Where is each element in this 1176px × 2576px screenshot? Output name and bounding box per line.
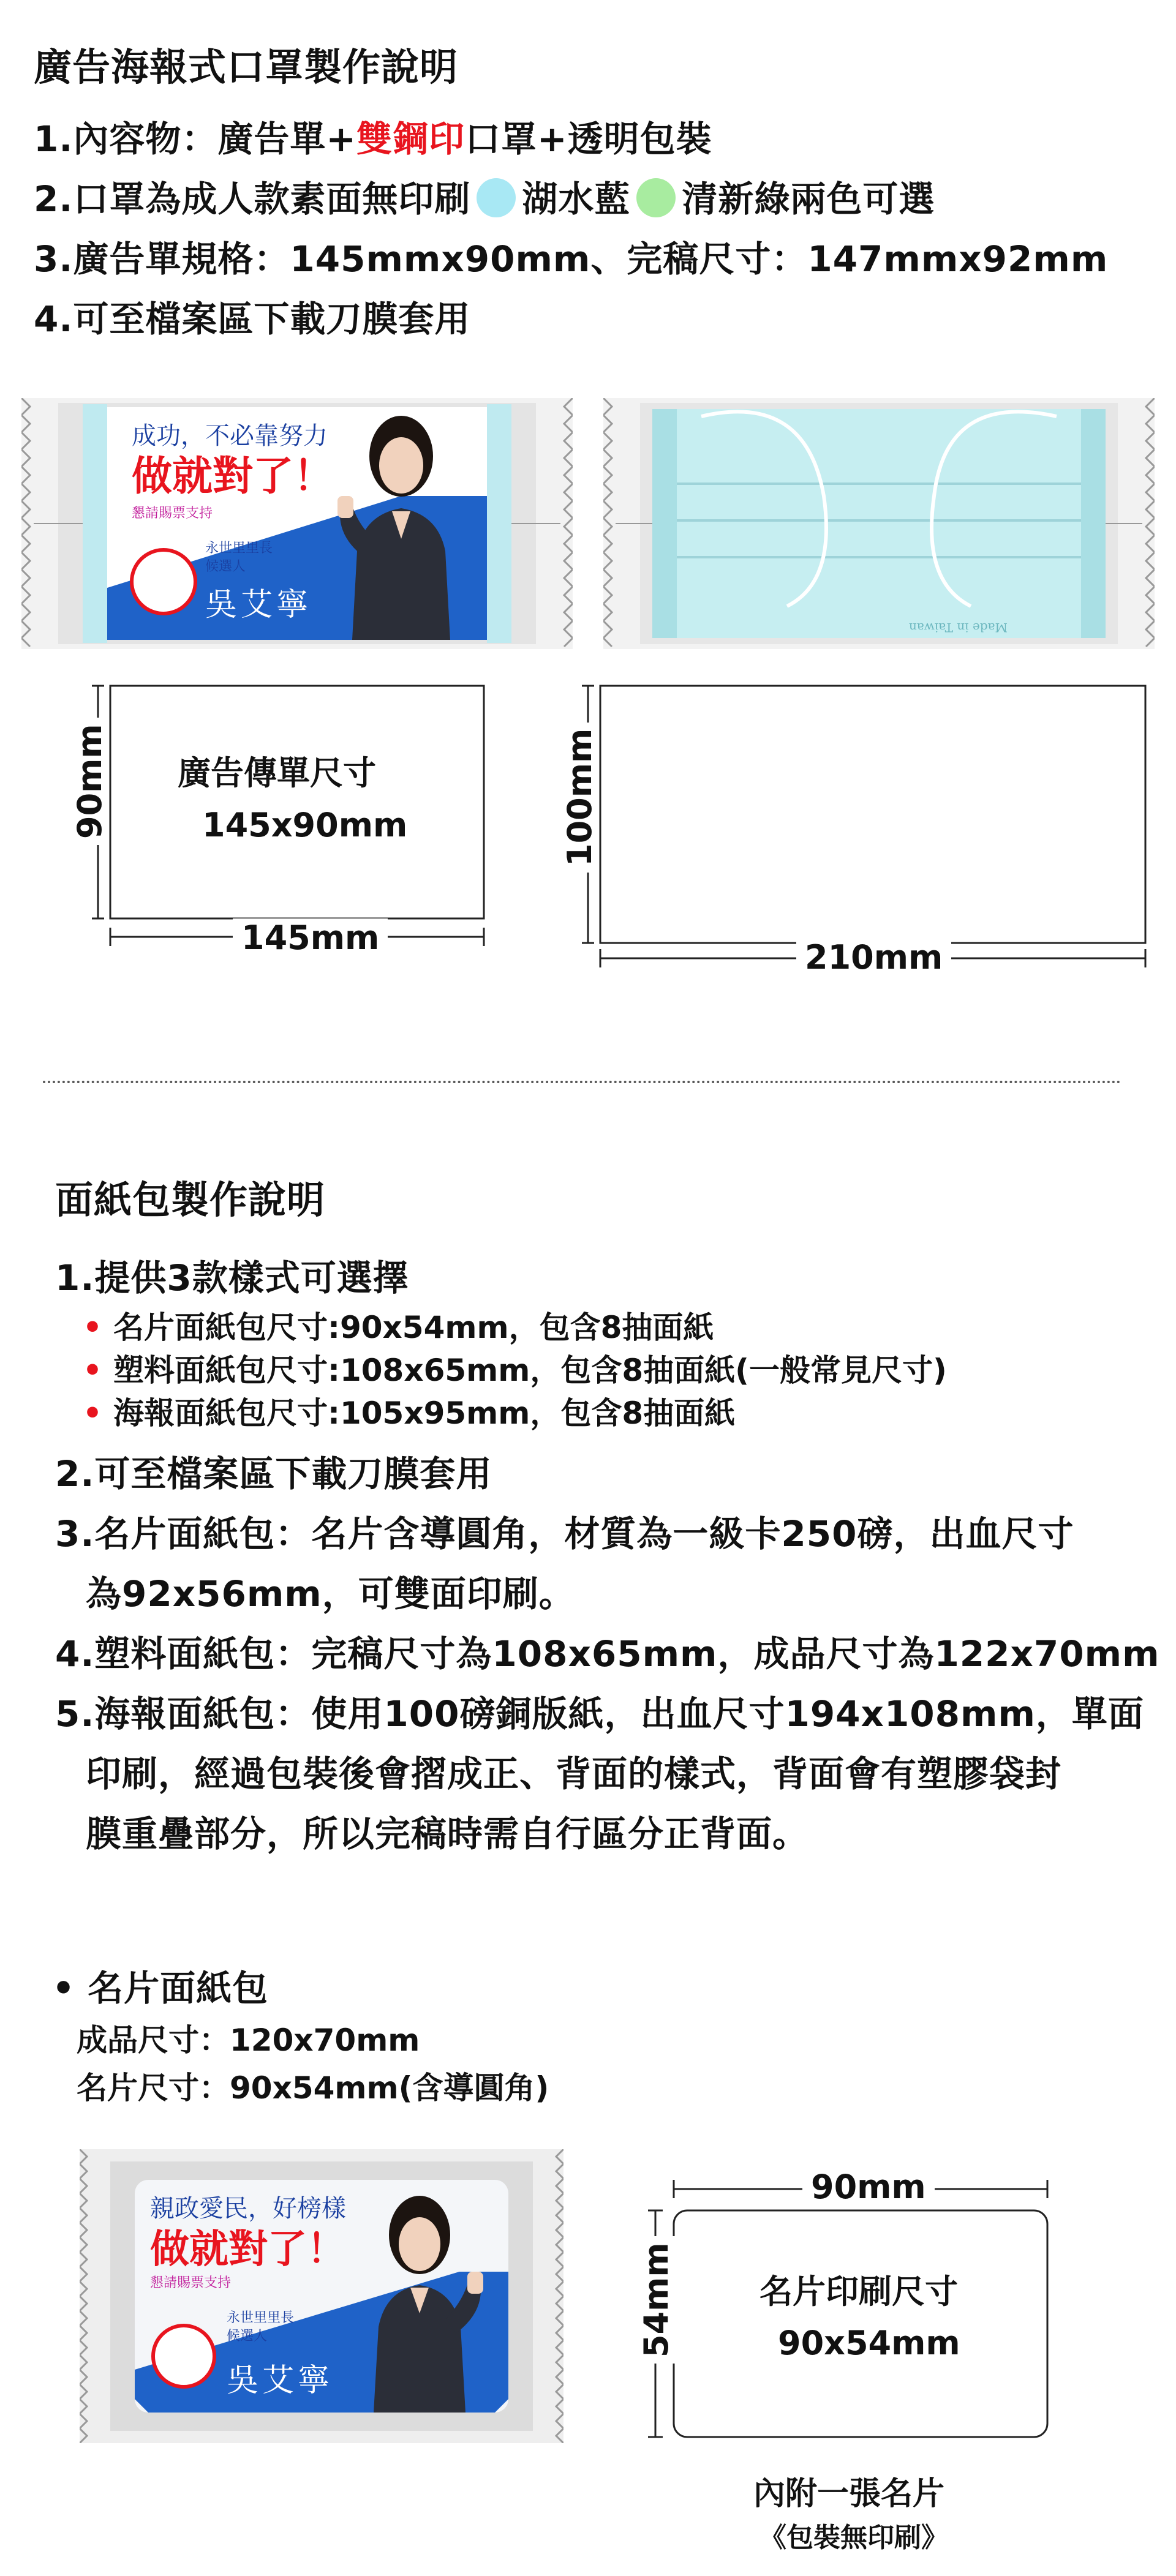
card-pack-header: • 名片面紙包	[52, 1967, 269, 2009]
tissue-line-5b: 印刷，經過包裝後會摺成正、背面的樣式，背面會有塑膠袋封	[86, 1753, 1062, 1795]
diagram3-title: 名片印刷尺寸	[760, 2272, 958, 2311]
mask-line-3: 3.廣告單規格：145mmx90mm、完稿尺寸：147mmx92mm	[34, 238, 1109, 280]
flyer-small-3: 候選人	[205, 559, 246, 574]
tissue-line-1: 1.提供3款樣式可選擇	[55, 1257, 409, 1299]
card-pack-image	[80, 2149, 564, 2443]
tissue-bullet-1: • 名片面紙包尺寸:90x54mm，包含8抽面紙	[83, 1310, 714, 1345]
card-name: 吳艾寧	[227, 2362, 334, 2399]
diagram3-note-2: 《包裝無印刷》	[760, 2522, 948, 2553]
diagram1-title: 廣告傳單尺寸	[178, 754, 376, 792]
diagram3-width-label: 90mm	[802, 2168, 935, 2206]
card-number-circle	[153, 2326, 214, 2387]
tissue-line-3a: 3.名片面紙包：名片含導圓角，材質為一級卡250磅，出血尺寸	[55, 1513, 1074, 1555]
tissue-line-4: 4.塑料面紙包：完稿尺寸為108x65mm，成品尺寸為122x70mm	[55, 1633, 1160, 1675]
candidate-number-circle	[132, 550, 195, 614]
mask-section-title: 廣告海報式口罩製作說明	[34, 45, 459, 89]
diagram1-height-label: 90mm	[70, 718, 109, 845]
card-slogan-1: 親政愛民，好榜樣	[150, 2195, 346, 2223]
red-highlight: 雙鋼印	[356, 118, 466, 160]
lake-blue-swatch	[477, 178, 516, 217]
tissue-bullet-2: • 塑料面紙包尺寸:108x65mm，包含8抽面紙(一般常見尺寸)	[83, 1353, 947, 1388]
diagram3-note-1: 內附一張名片	[753, 2476, 945, 2512]
card-small-3: 候選人	[227, 2329, 268, 2344]
tissue-bullet-3: • 海報面紙包尺寸:105x95mm，包含8抽面紙	[83, 1395, 736, 1431]
mask-line-1: 1.內容物：廣告單+雙鋼印口罩+透明包裝	[34, 118, 712, 160]
card-small-2: 永世里里長	[227, 2310, 295, 2326]
mask-package-image	[603, 398, 1155, 649]
mask-line-2: 2.口罩為成人款素面無印刷 湖水藍 清新綠兩色可選	[34, 178, 935, 220]
mask-outline	[600, 686, 1145, 943]
tissue-section-title: 面紙包製作說明	[55, 1177, 326, 1222]
card-small-1: 懇請賜票支持	[150, 2275, 232, 2291]
made-in-taiwan-text: Made in Taiwan	[908, 620, 1008, 635]
diagram2-height-label: 100mm	[560, 723, 599, 873]
diagram1-size: 145x90mm	[202, 806, 408, 844]
mask-body	[652, 409, 1106, 638]
section-divider	[43, 1081, 1121, 1083]
mask-dimension-diagram	[557, 680, 1158, 980]
fresh-green-swatch	[636, 178, 676, 217]
card-slogan-2: 做就對了！	[150, 2226, 346, 2272]
tissue-line-5c: 膜重疊部分，所以完稿時需自行區分正背面。	[86, 1813, 809, 1855]
tissue-line-3b: 為92x56mm，可雙面印刷。	[86, 1573, 575, 1615]
card-pack-spec-2: 名片尺寸：90x54mm(含導圓角)	[77, 2070, 549, 2106]
flyer-slogan-1: 成功，不必靠努力	[132, 422, 328, 450]
flyer-small-2: 永世里里長	[205, 541, 273, 556]
tissue-line-2: 2.可至檔案區下載刀膜套用	[55, 1453, 492, 1495]
flyer-package-image	[21, 398, 573, 649]
diagram1-width-label: 145mm	[233, 918, 388, 957]
diagram3-height-label: 54mm	[637, 2236, 676, 2364]
diagram2-width-label: 210mm	[796, 938, 951, 977]
flyer-outline	[110, 686, 484, 918]
card-pack-spec-1: 成品尺寸：120x70mm	[77, 2022, 420, 2058]
flyer-slogan-2: 做就對了！	[132, 452, 334, 500]
mask-line-4: 4.可至檔案區下載刀膜套用	[34, 298, 471, 340]
tissue-line-5a: 5.海報面紙包：使用100磅銅版紙，出血尺寸194x108mm，單面	[55, 1693, 1144, 1735]
flyer-name: 吳艾寧	[205, 587, 312, 623]
diagram3-size: 90x54mm	[778, 2324, 960, 2362]
flyer-small-1: 懇請賜票支持	[132, 506, 213, 521]
